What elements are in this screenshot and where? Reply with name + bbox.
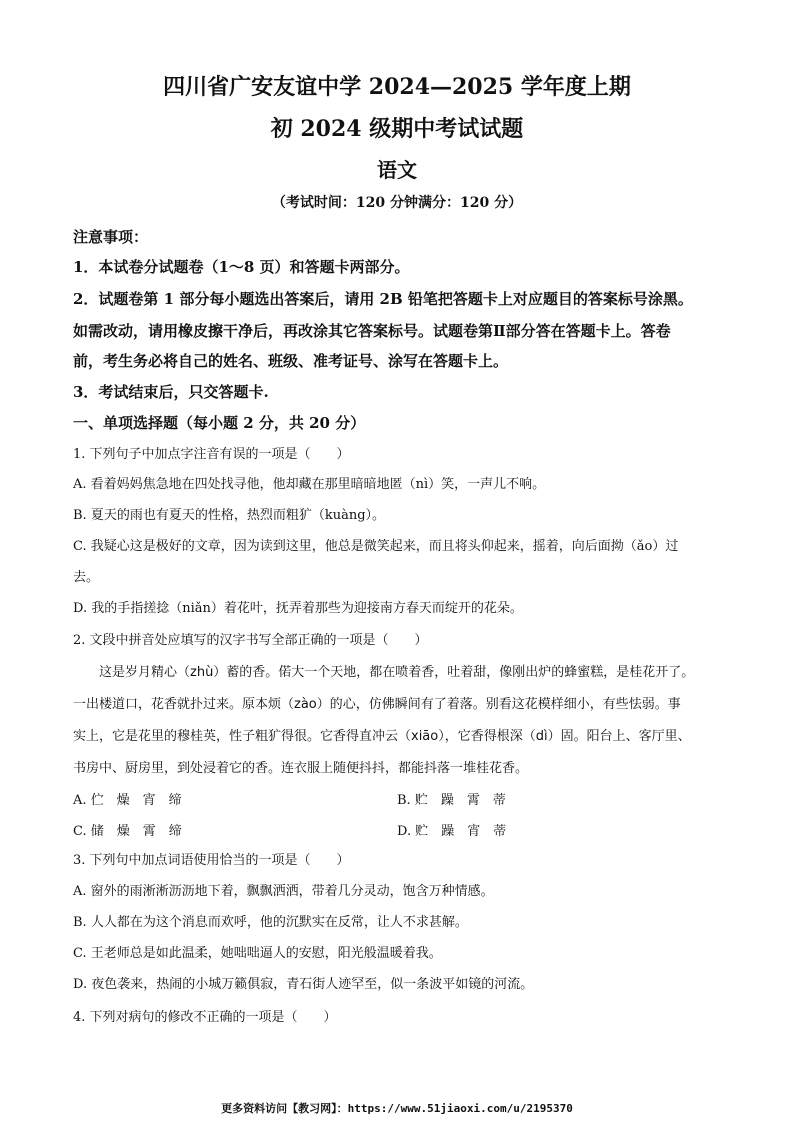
note-1: 1．本试卷分试题卷（1～8 页）和答题卡两部分。 (73, 258, 410, 276)
q2-passage-line3: 实上，它是花里的穆桂英，性子粗犷得很。它香得直冲云（xiāo），它香得根深（dì）固。阳台上、客厅里、 (73, 729, 691, 744)
q2-option-a: A. 伫 燥 宵 缔 (73, 793, 182, 808)
subject-title: 语文 (377, 158, 417, 182)
q2-passage-line4: 书房中、厨房里，到处浸着它的香。连衣服上随便抖抖，都能抖落一堆桂花香。 (73, 761, 529, 776)
q1-option-c-line2: 去。 (73, 570, 100, 585)
q1-option-a: A. 看着妈妈焦急地在四处找寻他，他却藏在那里暗暗地匿（nì）笑，一声儿不响。 (73, 477, 546, 492)
q3-option-d: D. 夜色袭来，热闹的小城万籁俱寂，青石街人迹罕至，似一条波平如镜的河流。 (73, 977, 534, 992)
note-2b: 如需改动，请用橡皮擦干净后，再改涂其它答案标号。试题卷第Ⅱ部分答在答题卡上。答卷 (73, 322, 671, 340)
q3-stem: 3. 下列句中加点词语使用恰当的一项是（ ） (73, 853, 350, 868)
notes-heading: 注意事项： (73, 228, 149, 246)
q4-stem: 4. 下列对病句的修改不正确的一项是（ ） (73, 1010, 337, 1025)
q1-option-b: B. 夏天的雨也有夏天的性格，热烈而粗犷（kuàng）。 (73, 508, 386, 523)
q1-option-d: D. 我的手指搓捻（niǎn）着花叶，抚弄着那些为迎接南方春天而绽开的花朵。 (73, 601, 523, 616)
q2-passage-line1: 这是岁月精心（zhù）蓄的香。偌大一个天地，都在喷着香，吐着甜，像刚出炉的蜂蜜糕，是桂花开了。 (73, 665, 695, 680)
q2-stem: 2. 文段中拼音处应填写的汉字书写全部正确的一项是（ ） (73, 633, 428, 648)
q2-passage-line2: 一出楼道口，花香就扑过来。原本烦（zào）的心，仿佛瞬间有了着落。别看这花模样细小，有些怯弱。事 (73, 697, 681, 712)
q3-option-a: A. 窗外的雨淅淅沥沥地下着，飘飘洒洒，带着几分灵动，饱含万种情感。 (73, 884, 494, 899)
note-3: 3．考试结束后，只交答题卡. (73, 383, 269, 401)
section-heading: 一、单项选择题（每小题 2 分，共 20 分） (73, 414, 366, 432)
exam-title: 初 2024 级期中考试试题 (270, 116, 524, 142)
q3-option-b: B. 人人都在为这个消息而欢呼，他的沉默实在反常，让人不求甚解。 (73, 915, 468, 930)
q1-stem: 1. 下列句子中加点字注音有误的一项是（ ） (73, 447, 350, 462)
school-title: 四川省广安友谊中学 2024—2025 学年度上期 (163, 74, 631, 100)
note-2a: 2．试题卷第 1 部分每小题选出答案后，请用 2B 铅笔把答题卡上对应题目的答案标号涂黑。 (73, 290, 693, 308)
footer-link[interactable]: 更多资料访问【教习网】：https://www.51jiaoxi.com/u/2195370 (221, 1102, 573, 1115)
q2-option-d: D. 贮 躁 宵 蒂 (397, 824, 507, 839)
exam-time: （考试时间：120 分钟满分：120 分） (271, 195, 523, 211)
q2-option-c: C. 储 燥 霄 缔 (73, 824, 182, 839)
q2-option-b: B. 贮 躁 霄 蒂 (397, 793, 506, 808)
note-2c: 前，考生务必将自己的姓名、班级、准考证号、涂写在答题卡上。 (73, 352, 509, 370)
q3-option-c: C. 王老师总是如此温柔，她咄咄逼人的安慰，阳光般温暖着我。 (73, 946, 442, 961)
q1-option-c-line1: C. 我疑心这是极好的文章，因为读到这里，他总是微笑起来，而且将头仰起来，摇着，向后面拗（ǎo）过 (73, 539, 679, 554)
